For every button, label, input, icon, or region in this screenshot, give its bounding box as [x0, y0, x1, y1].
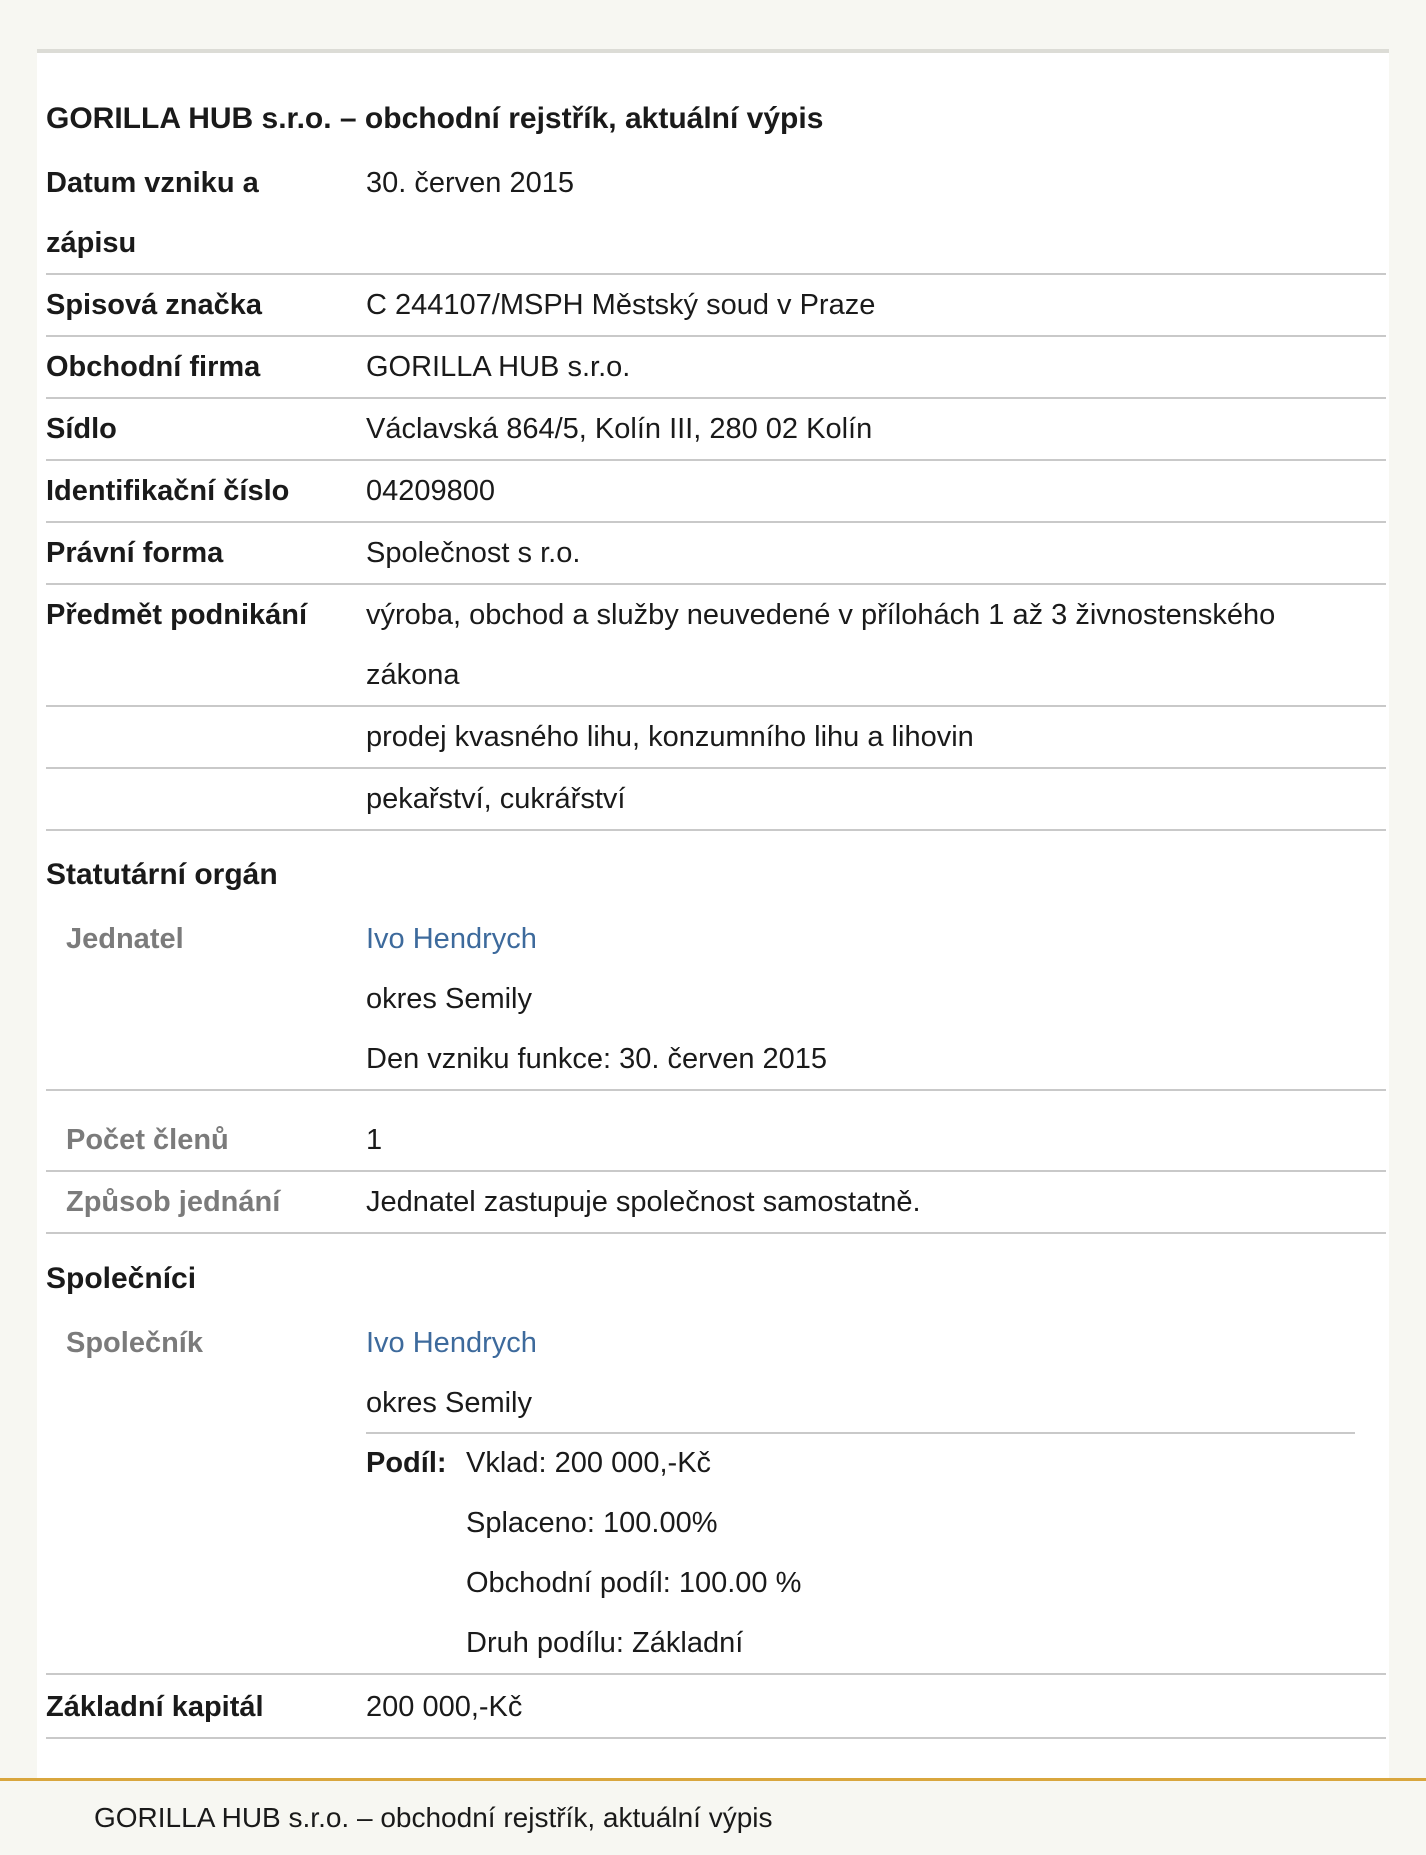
value-podil	[466, 1433, 801, 1673]
value-pravni-forma: Společnost s r.o.	[366, 537, 581, 569]
section-statutarni-organ: Statutární orgán	[46, 858, 278, 891]
row-jednatel	[46, 909, 1386, 1091]
footer	[0, 1778, 1426, 1855]
value-spisova-znacka: C 244107/MSPH Městský soud v Praze	[366, 289, 876, 321]
page-title: GORILLA HUB s.r.o. – obchodní rejstřík, aktuální výpis	[46, 102, 824, 135]
label-jednatel: Jednatel	[66, 923, 184, 955]
podil-splaceno: Splaceno: 100.00%	[466, 1507, 718, 1539]
label-zakladni-kapital: Základní kapitál	[46, 1691, 264, 1723]
spolecnik-okres: okres Semily	[366, 1387, 532, 1419]
row-pravni-forma	[46, 523, 1386, 585]
row-obchodni-firma	[46, 337, 1386, 399]
podil-vklad: Vklad: 200 000,-Kč	[466, 1447, 712, 1479]
row-zpusob-jednani	[46, 1172, 1386, 1234]
label-sidlo: Sídlo	[46, 413, 117, 445]
label-pravni-forma: Právní forma	[46, 537, 224, 569]
row-predmet-podnikani-2	[46, 707, 1386, 769]
jednatel-den-vzniku-funkce: Den vzniku funkce: 30. červen 2015	[366, 1043, 828, 1075]
row-datum-vzniku	[46, 153, 1386, 275]
value-sidlo: Václavská 864/5, Kolín III, 280 02 Kolín	[366, 413, 873, 445]
label-spolecnik: Společník	[66, 1327, 203, 1359]
value-jednatel	[366, 909, 827, 1089]
label-podil: Podíl:	[366, 1447, 447, 1479]
row-predmet-podnikani-1	[46, 585, 1386, 707]
label-obchodni-firma: Obchodní firma	[46, 351, 261, 383]
footer-title: GORILLA HUB s.r.o. – obchodní rejstřík, aktuální výpis	[94, 1802, 773, 1833]
row-zakladni-kapital	[46, 1677, 1386, 1739]
row-identifikacni-cislo	[46, 461, 1386, 523]
label-pocet-clenu: Počet členů	[66, 1124, 229, 1156]
podil-obchodni-podil: Obchodní podíl: 100.00 %	[466, 1567, 802, 1599]
value-identifikacni-cislo: 04209800	[366, 475, 496, 507]
label-predmet-podnikani: Předmět podnikání	[46, 599, 308, 631]
value-predmet-item-3: pekařství, cukrářství	[366, 783, 626, 815]
value-pocet-clenu: 1	[366, 1124, 383, 1156]
value-spolecnik	[366, 1313, 537, 1433]
row-spisova-znacka	[46, 275, 1386, 337]
section-spolecnici: Společníci	[46, 1262, 197, 1295]
jednatel-okres: okres Semily	[366, 983, 532, 1015]
row-predmet-podnikani-3	[46, 769, 1386, 831]
value-predmet-item-2: prodej kvasného lihu, konzumního lihu a lihovin	[366, 721, 974, 753]
label-identifikacni-cislo: Identifikační číslo	[46, 475, 290, 507]
label-spisova-znacka: Spisová značka	[46, 289, 262, 321]
row-sidlo	[46, 399, 1386, 461]
label-zpusob-jednani: Způsob jednání	[66, 1186, 281, 1218]
podil-druh: Druh podílu: Základní	[466, 1627, 744, 1659]
value-obchodni-firma: GORILLA HUB s.r.o.	[366, 351, 631, 383]
label-datum-vzniku: Datum vzniku a zápisu	[46, 167, 259, 259]
row-pocet-clenu	[46, 1110, 1386, 1172]
value-predmet-item-1: výroba, obchod a služby neuvedené v přílohách 1 až 3 živnostenského zákona	[366, 599, 1276, 691]
jednatel-name-link[interactable]: Ivo Hendrych	[366, 923, 537, 955]
value-zpusob-jednani: Jednatel zastupuje společnost samostatně.	[366, 1186, 921, 1218]
spolecnik-name-link[interactable]: Ivo Hendrych	[366, 1327, 537, 1359]
value-datum-vzniku: 30. červen 2015	[366, 167, 574, 199]
value-zakladni-kapital: 200 000,-Kč	[366, 1691, 523, 1723]
